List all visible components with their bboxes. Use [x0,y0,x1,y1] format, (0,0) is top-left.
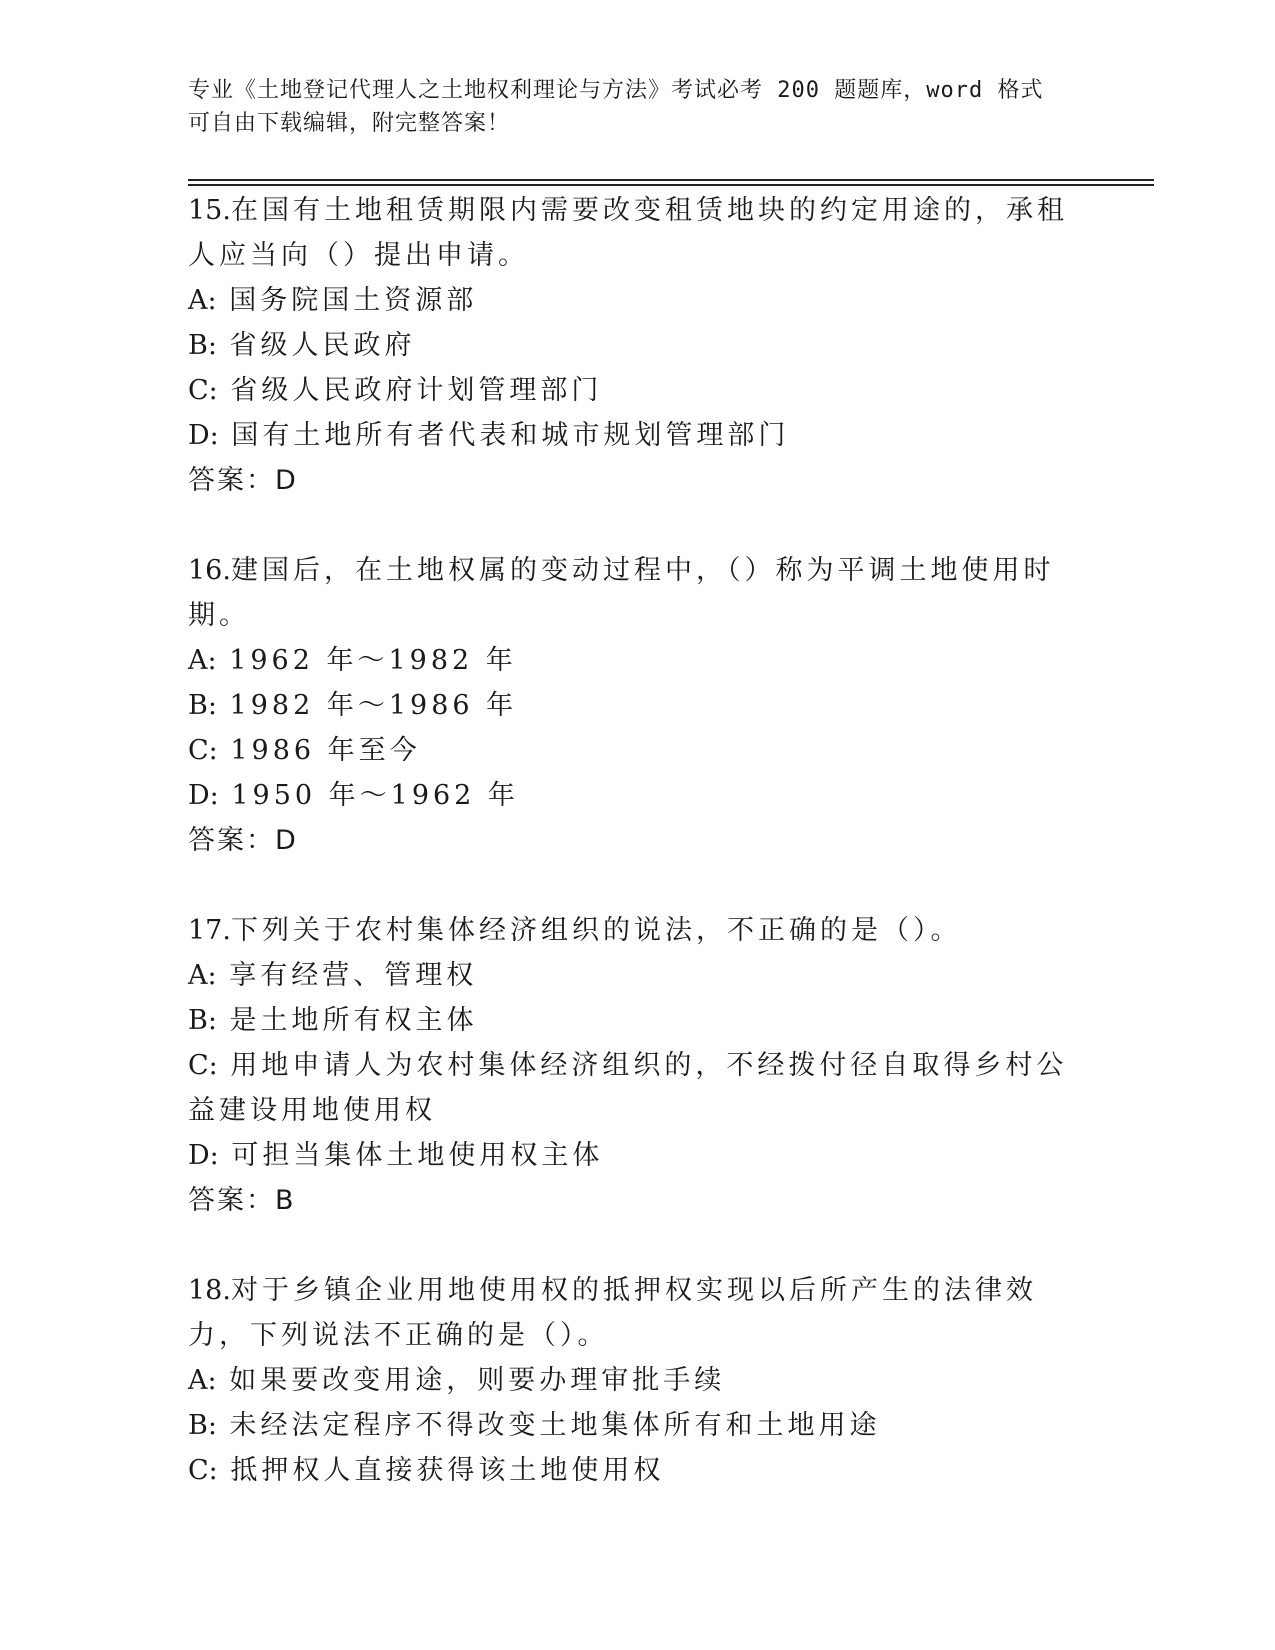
option-text: 省级人民政府 [229,330,416,361]
header-line-2: 可自由下载编辑，附完整答案！ [188,111,511,136]
option-b [188,323,1088,368]
option-letter: B: [188,1005,217,1036]
header-line-1: 专业《土地登记代理人之土地权利理论与方法》考试必考 200 题题库，word 格式 [188,78,1044,103]
option-text: 1986 年至今 [230,735,421,766]
option-text: 省级人民政府计划管理部门 [230,375,603,406]
option-text: 1962 年～1982 年 [229,645,517,676]
option-letter: A: [188,645,217,676]
option-text: 是土地所有权主体 [229,1005,478,1036]
option-letter: D: [188,780,219,811]
question-number: 16. [188,555,231,586]
option-letter: C: [188,1455,218,1486]
option-d [188,773,1088,818]
option-text: 享有经营、管理权 [229,960,478,991]
option-a [188,278,1088,323]
option-text: 1950 年～1962 年 [231,780,519,811]
answer-line: 答案：D [188,465,298,496]
header-divider-bottom [188,184,1154,186]
question-number: 17. [188,915,231,946]
document-header [188,74,1088,140]
question-list [188,188,1088,1538]
option-text: 国有土地所有者代表和城市规划管理部门 [231,420,790,451]
question-number: 15. [188,195,231,226]
option-letter: D: [188,1140,219,1171]
answer-line: 答案：D [188,825,298,856]
option-text: 未经法定程序不得改变土地集体所有和土地用途 [229,1410,881,1441]
option-a [188,638,1088,683]
question-17 [188,908,1088,1223]
question-number: 18. [188,1275,231,1306]
option-a [188,953,1088,998]
option-letter: C: [188,375,218,406]
option-letter: C: [188,1050,218,1081]
answer-line: 答案：B [188,1185,296,1216]
option-letter: D: [188,420,219,451]
question-16 [188,548,1088,863]
question-stem [188,1268,1088,1358]
option-a [188,1358,1088,1403]
option-c [188,728,1088,773]
question-stem [188,908,1088,953]
header-divider-top [188,179,1154,181]
question-15 [188,188,1088,503]
option-text: 国务院国土资源部 [229,285,478,316]
option-c [188,1448,1088,1493]
option-text: 1982 年～1986 年 [229,690,518,721]
question-stem [188,548,1088,638]
question-text: 建国后，在土地权属的变动过程中，（）称为平调土地使用时期。 [188,555,1055,631]
option-text: 抵押权人直接获得该土地使用权 [230,1455,665,1486]
question-text: 对于乡镇企业用地使用权的抵押权实现以后所产生的法律效力，下列说法不正确的是（）。 [188,1275,1037,1351]
option-text: 可担当集体土地使用权主体 [231,1140,604,1171]
question-stem [188,188,1088,278]
option-letter: B: [188,1410,217,1441]
option-b [188,683,1088,728]
option-c [188,1043,1088,1133]
option-text: 用地申请人为农村集体经济组织的，不经拨付径自取得乡村公益建设用地使用权 [188,1050,1068,1126]
option-letter: A: [188,285,217,316]
option-letter: A: [188,1365,217,1396]
option-letter: A: [188,960,217,991]
option-d [188,1133,1088,1178]
question-18 [188,1268,1088,1493]
option-b [188,998,1088,1043]
option-letter: B: [188,690,217,721]
option-letter: C: [188,735,218,766]
option-b [188,1403,1088,1448]
option-d [188,413,1088,458]
question-text: 下列关于农村集体经济组织的说法，不正确的是（）。 [230,915,962,946]
question-text: 在国有土地租赁期限内需要改变租赁地块的约定用途的，承租人应当向（）提出申请。 [188,195,1068,271]
option-text: 如果要改变用途，则要办理审批手续 [229,1365,726,1396]
option-c [188,368,1088,413]
option-letter: B: [188,330,217,361]
